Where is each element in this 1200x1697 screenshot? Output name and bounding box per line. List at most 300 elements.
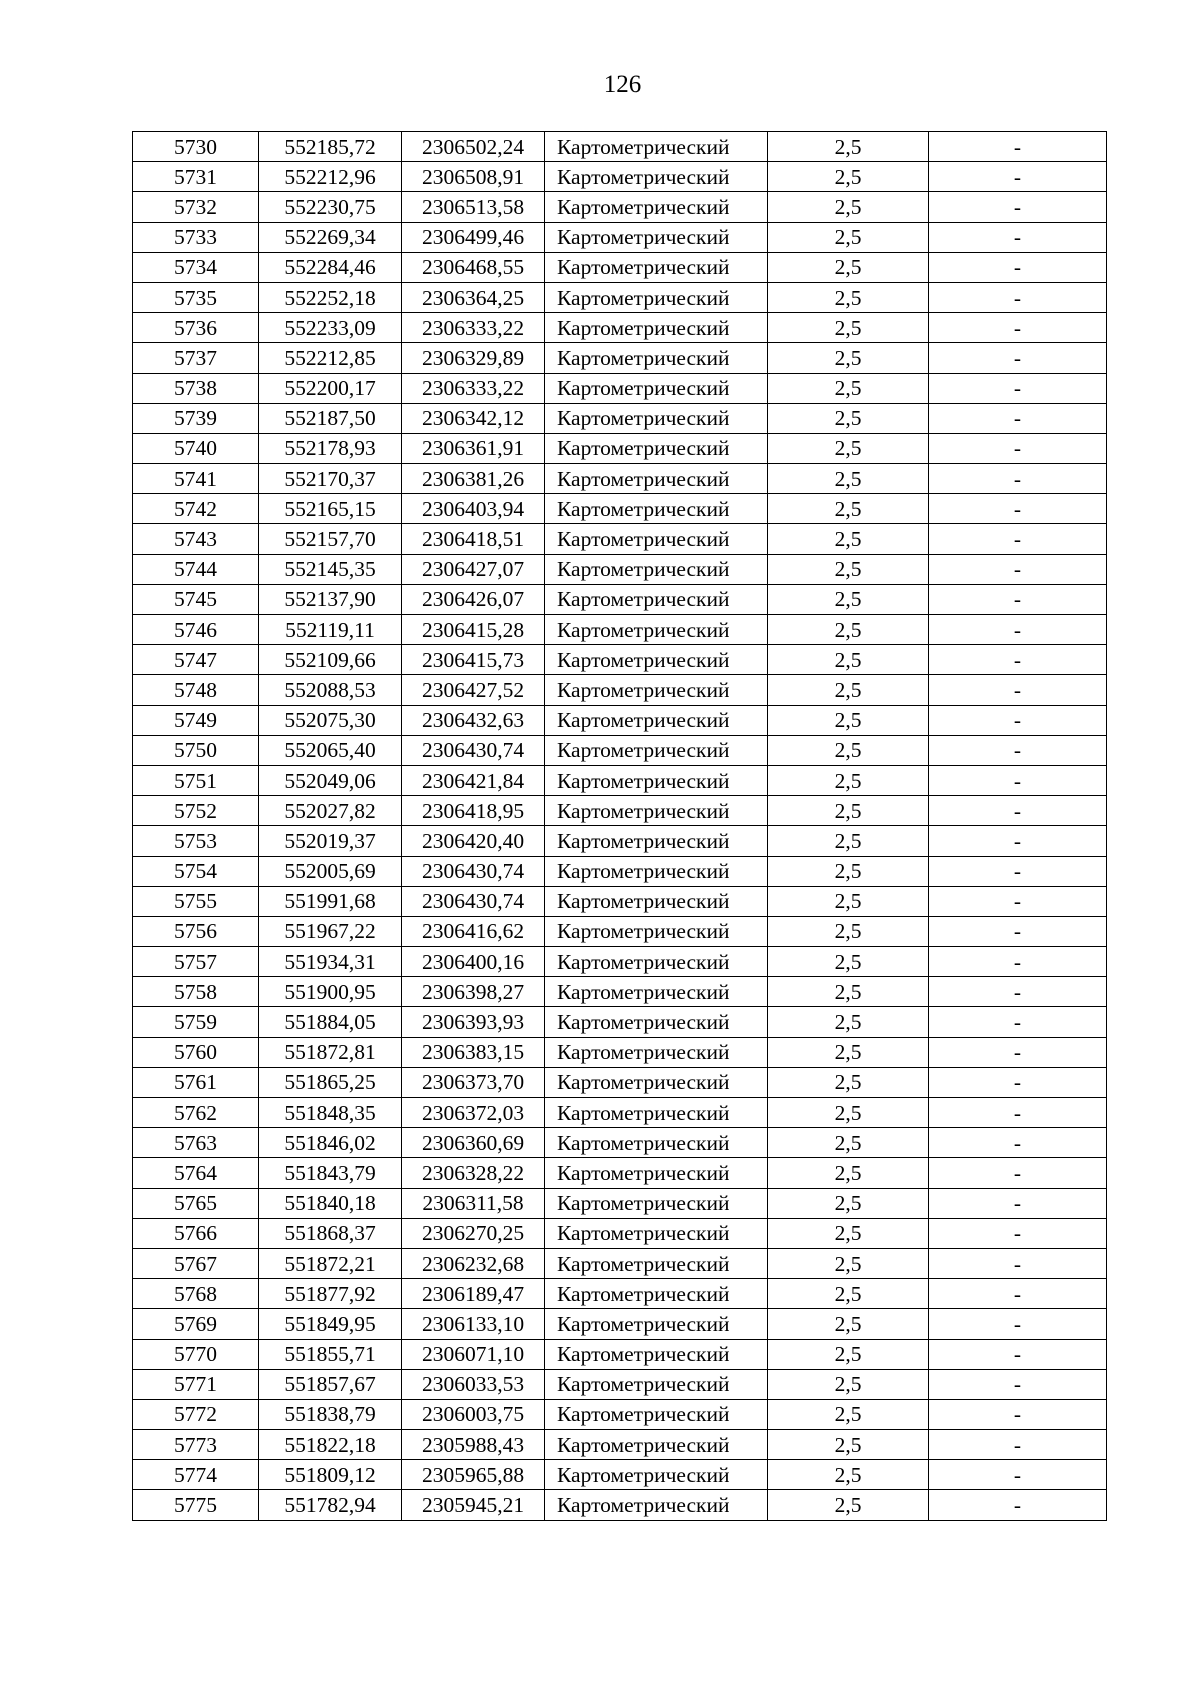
x-coordinate-cell: 551884,05 [259,1007,402,1037]
method-cell: Картометрический [545,675,768,705]
table-row [133,886,1107,916]
point-number-cell: 5749 [133,705,259,735]
x-coordinate-cell: 552212,85 [259,343,402,373]
x-coordinate-cell: 552088,53 [259,675,402,705]
note-cell: - [929,403,1107,433]
accuracy-cell: 2,5 [768,796,929,826]
method-cell: Картометрический [545,826,768,856]
y-coordinate-cell: 2306311,58 [402,1188,545,1218]
table-row [133,1309,1107,1339]
y-coordinate-cell: 2306398,27 [402,977,545,1007]
method-cell: Картометрический [545,433,768,463]
y-coordinate-cell: 2306415,28 [402,615,545,645]
accuracy-cell: 2,5 [768,343,929,373]
x-coordinate-cell: 551991,68 [259,886,402,916]
table-row [133,1430,1107,1460]
note-cell: - [929,796,1107,826]
y-coordinate-cell: 2306432,63 [402,705,545,735]
accuracy-cell: 2,5 [768,1067,929,1097]
method-cell: Картометрический [545,524,768,554]
method-cell: Картометрический [545,222,768,252]
table-row [133,192,1107,222]
table-row [133,313,1107,343]
table-row [133,403,1107,433]
point-number-cell: 5740 [133,433,259,463]
x-coordinate-cell: 551838,79 [259,1399,402,1429]
x-coordinate-cell: 552119,11 [259,615,402,645]
point-number-cell: 5752 [133,796,259,826]
method-cell: Картометрический [545,192,768,222]
point-number-cell: 5747 [133,645,259,675]
point-number-cell: 5766 [133,1218,259,1248]
table-row [133,132,1107,162]
point-number-cell: 5767 [133,1248,259,1278]
point-number-cell: 5744 [133,554,259,584]
method-cell: Картометрический [545,1158,768,1188]
y-coordinate-cell: 2306270,25 [402,1218,545,1248]
method-cell: Картометрический [545,343,768,373]
point-number-cell: 5750 [133,735,259,765]
note-cell: - [929,282,1107,312]
note-cell: - [929,1460,1107,1490]
point-number-cell: 5761 [133,1067,259,1097]
table-row [133,856,1107,886]
point-number-cell: 5742 [133,494,259,524]
note-cell: - [929,1007,1107,1037]
table-row [133,222,1107,252]
note-cell: - [929,1248,1107,1278]
method-cell: Картометрический [545,373,768,403]
x-coordinate-cell: 551855,71 [259,1339,402,1369]
method-cell: Картометрический [545,1067,768,1097]
x-coordinate-cell: 551934,31 [259,947,402,977]
point-number-cell: 5775 [133,1490,259,1520]
point-number-cell: 5734 [133,252,259,282]
table-row [133,1248,1107,1278]
point-number-cell: 5755 [133,886,259,916]
y-coordinate-cell: 2305988,43 [402,1430,545,1460]
point-number-cell: 5773 [133,1430,259,1460]
y-coordinate-cell: 2306403,94 [402,494,545,524]
note-cell: - [929,1128,1107,1158]
method-cell: Картометрический [545,1309,768,1339]
y-coordinate-cell: 2306342,12 [402,403,545,433]
accuracy-cell: 2,5 [768,464,929,494]
table-row [133,464,1107,494]
y-coordinate-cell: 2306499,46 [402,222,545,252]
x-coordinate-cell: 551848,35 [259,1098,402,1128]
point-number-cell: 5741 [133,464,259,494]
point-number-cell: 5757 [133,947,259,977]
table-row [133,826,1107,856]
x-coordinate-cell: 551872,21 [259,1248,402,1278]
method-cell: Картометрический [545,947,768,977]
table-row [133,615,1107,645]
accuracy-cell: 2,5 [768,524,929,554]
table-row [133,1067,1107,1097]
accuracy-cell: 2,5 [768,554,929,584]
note-cell: - [929,977,1107,1007]
table-row [133,1007,1107,1037]
table-row [133,1128,1107,1158]
accuracy-cell: 2,5 [768,1279,929,1309]
accuracy-cell: 2,5 [768,947,929,977]
x-coordinate-cell: 551849,95 [259,1309,402,1339]
y-coordinate-cell: 2306381,26 [402,464,545,494]
method-cell: Картометрический [545,1248,768,1278]
note-cell: - [929,675,1107,705]
method-cell: Картометрический [545,796,768,826]
note-cell: - [929,343,1107,373]
method-cell: Картометрический [545,1399,768,1429]
note-cell: - [929,1369,1107,1399]
accuracy-cell: 2,5 [768,1430,929,1460]
accuracy-cell: 2,5 [768,1128,929,1158]
note-cell: - [929,615,1107,645]
accuracy-cell: 2,5 [768,735,929,765]
method-cell: Картометрический [545,1369,768,1399]
note-cell: - [929,222,1107,252]
accuracy-cell: 2,5 [768,584,929,614]
table-row [133,645,1107,675]
accuracy-cell: 2,5 [768,1037,929,1067]
x-coordinate-cell: 552233,09 [259,313,402,343]
accuracy-cell: 2,5 [768,1158,929,1188]
x-coordinate-cell: 552200,17 [259,373,402,403]
accuracy-cell: 2,5 [768,1007,929,1037]
x-coordinate-cell: 552269,34 [259,222,402,252]
note-cell: - [929,765,1107,795]
x-coordinate-cell: 552165,15 [259,494,402,524]
method-cell: Картометрический [545,1128,768,1158]
note-cell: - [929,464,1107,494]
note-cell: - [929,584,1107,614]
point-number-cell: 5756 [133,916,259,946]
x-coordinate-cell: 552284,46 [259,252,402,282]
x-coordinate-cell: 551843,79 [259,1158,402,1188]
y-coordinate-cell: 2306468,55 [402,252,545,282]
y-coordinate-cell: 2306383,15 [402,1037,545,1067]
table-row [133,1037,1107,1067]
accuracy-cell: 2,5 [768,856,929,886]
x-coordinate-cell: 551846,02 [259,1128,402,1158]
note-cell: - [929,1158,1107,1188]
accuracy-cell: 2,5 [768,886,929,916]
method-cell: Картометрический [545,916,768,946]
y-coordinate-cell: 2306372,03 [402,1098,545,1128]
accuracy-cell: 2,5 [768,1218,929,1248]
table-row [133,705,1107,735]
x-coordinate-cell: 552027,82 [259,796,402,826]
x-coordinate-cell: 551868,37 [259,1218,402,1248]
point-number-cell: 5774 [133,1460,259,1490]
y-coordinate-cell: 2306400,16 [402,947,545,977]
method-cell: Картометрический [545,252,768,282]
y-coordinate-cell: 2306416,62 [402,916,545,946]
table-row [133,916,1107,946]
point-number-cell: 5762 [133,1098,259,1128]
x-coordinate-cell: 551809,12 [259,1460,402,1490]
x-coordinate-cell: 552178,93 [259,433,402,463]
method-cell: Картометрический [545,1098,768,1128]
accuracy-cell: 2,5 [768,373,929,403]
note-cell: - [929,1037,1107,1067]
point-number-cell: 5732 [133,192,259,222]
method-cell: Картометрический [545,494,768,524]
accuracy-cell: 2,5 [768,252,929,282]
table-row [133,494,1107,524]
table-row [133,735,1107,765]
method-cell: Картометрический [545,1430,768,1460]
accuracy-cell: 2,5 [768,192,929,222]
x-coordinate-cell: 552075,30 [259,705,402,735]
table-row [133,765,1107,795]
method-cell: Картометрический [545,886,768,916]
note-cell: - [929,433,1107,463]
table-row [133,282,1107,312]
y-coordinate-cell: 2306328,22 [402,1158,545,1188]
point-number-cell: 5746 [133,615,259,645]
accuracy-cell: 2,5 [768,645,929,675]
method-cell: Картометрический [545,1279,768,1309]
table-row [133,1460,1107,1490]
y-coordinate-cell: 2306430,74 [402,856,545,886]
point-number-cell: 5745 [133,584,259,614]
note-cell: - [929,1188,1107,1218]
note-cell: - [929,705,1107,735]
method-cell: Картометрический [545,464,768,494]
accuracy-cell: 2,5 [768,1460,929,1490]
note-cell: - [929,1067,1107,1097]
table-row [133,977,1107,1007]
point-number-cell: 5737 [133,343,259,373]
x-coordinate-cell: 552049,06 [259,765,402,795]
note-cell: - [929,826,1107,856]
accuracy-cell: 2,5 [768,403,929,433]
y-coordinate-cell: 2306427,52 [402,675,545,705]
y-coordinate-cell: 2306418,95 [402,796,545,826]
note-cell: - [929,886,1107,916]
point-number-cell: 5764 [133,1158,259,1188]
x-coordinate-cell: 552157,70 [259,524,402,554]
y-coordinate-cell: 2306329,89 [402,343,545,373]
table-row [133,1218,1107,1248]
table-row [133,524,1107,554]
note-cell: - [929,313,1107,343]
table-row [133,947,1107,977]
method-cell: Картометрический [545,584,768,614]
note-cell: - [929,132,1107,162]
y-coordinate-cell: 2306189,47 [402,1279,545,1309]
point-number-cell: 5765 [133,1188,259,1218]
note-cell: - [929,162,1107,192]
y-coordinate-cell: 2306333,22 [402,313,545,343]
point-number-cell: 5751 [133,765,259,795]
y-coordinate-cell: 2306502,24 [402,132,545,162]
point-number-cell: 5731 [133,162,259,192]
point-number-cell: 5753 [133,826,259,856]
x-coordinate-cell: 552170,37 [259,464,402,494]
method-cell: Картометрический [545,765,768,795]
accuracy-cell: 2,5 [768,1098,929,1128]
table-row [133,1188,1107,1218]
accuracy-cell: 2,5 [768,615,929,645]
accuracy-cell: 2,5 [768,1188,929,1218]
note-cell: - [929,856,1107,886]
page-number: 126 [603,71,642,98]
accuracy-cell: 2,5 [768,313,929,343]
accuracy-cell: 2,5 [768,826,929,856]
table-row [133,1399,1107,1429]
note-cell: - [929,1218,1107,1248]
method-cell: Картометрический [545,615,768,645]
method-cell: Картометрический [545,1339,768,1369]
table-row [133,373,1107,403]
y-coordinate-cell: 2306033,53 [402,1369,545,1399]
note-cell: - [929,1430,1107,1460]
accuracy-cell: 2,5 [768,916,929,946]
y-coordinate-cell: 2306071,10 [402,1339,545,1369]
point-number-cell: 5770 [133,1339,259,1369]
method-cell: Картометрический [545,403,768,433]
y-coordinate-cell: 2306364,25 [402,282,545,312]
y-coordinate-cell: 2306426,07 [402,584,545,614]
method-cell: Картометрический [545,856,768,886]
x-coordinate-cell: 552230,75 [259,192,402,222]
note-cell: - [929,494,1107,524]
x-coordinate-cell: 552109,66 [259,645,402,675]
y-coordinate-cell: 2305965,88 [402,1460,545,1490]
x-coordinate-cell: 552145,35 [259,554,402,584]
method-cell: Картометрический [545,645,768,675]
table-row [133,796,1107,826]
x-coordinate-cell: 551900,95 [259,977,402,1007]
y-coordinate-cell: 2306421,84 [402,765,545,795]
x-coordinate-cell: 551877,92 [259,1279,402,1309]
table-row [133,252,1107,282]
note-cell: - [929,947,1107,977]
accuracy-cell: 2,5 [768,1490,929,1520]
accuracy-cell: 2,5 [768,282,929,312]
x-coordinate-cell: 552065,40 [259,735,402,765]
table-row [133,1158,1107,1188]
accuracy-cell: 2,5 [768,1369,929,1399]
y-coordinate-cell: 2306361,91 [402,433,545,463]
y-coordinate-cell: 2305945,21 [402,1490,545,1520]
point-number-cell: 5736 [133,313,259,343]
accuracy-cell: 2,5 [768,132,929,162]
note-cell: - [929,252,1107,282]
point-number-cell: 5758 [133,977,259,1007]
point-number-cell: 5768 [133,1279,259,1309]
point-number-cell: 5771 [133,1369,259,1399]
point-number-cell: 5769 [133,1309,259,1339]
point-number-cell: 5760 [133,1037,259,1067]
x-coordinate-cell: 552005,69 [259,856,402,886]
method-cell: Картометрический [545,977,768,1007]
x-coordinate-cell: 552019,37 [259,826,402,856]
accuracy-cell: 2,5 [768,433,929,463]
y-coordinate-cell: 2306133,10 [402,1309,545,1339]
note-cell: - [929,1279,1107,1309]
note-cell: - [929,524,1107,554]
point-number-cell: 5748 [133,675,259,705]
table-row [133,1098,1107,1128]
note-cell: - [929,1490,1107,1520]
method-cell: Картометрический [545,554,768,584]
y-coordinate-cell: 2306430,74 [402,735,545,765]
x-coordinate-cell: 551967,22 [259,916,402,946]
method-cell: Картометрический [545,1188,768,1218]
method-cell: Картометрический [545,735,768,765]
y-coordinate-cell: 2306373,70 [402,1067,545,1097]
y-coordinate-cell: 2306360,69 [402,1128,545,1158]
x-coordinate-cell: 552212,96 [259,162,402,192]
point-number-cell: 5763 [133,1128,259,1158]
table-body [133,132,1107,1521]
method-cell: Картометрический [545,1007,768,1037]
method-cell: Картометрический [545,705,768,735]
method-cell: Картометрический [545,313,768,343]
x-coordinate-cell: 552137,90 [259,584,402,614]
accuracy-cell: 2,5 [768,705,929,735]
y-coordinate-cell: 2306393,93 [402,1007,545,1037]
point-number-cell: 5759 [133,1007,259,1037]
note-cell: - [929,735,1107,765]
table-row [133,1490,1107,1520]
note-cell: - [929,192,1107,222]
method-cell: Картометрический [545,132,768,162]
accuracy-cell: 2,5 [768,1399,929,1429]
table-row [133,1339,1107,1369]
point-number-cell: 5735 [133,282,259,312]
method-cell: Картометрический [545,1037,768,1067]
method-cell: Картометрический [545,282,768,312]
accuracy-cell: 2,5 [768,977,929,1007]
note-cell: - [929,1399,1107,1429]
y-coordinate-cell: 2306513,58 [402,192,545,222]
note-cell: - [929,916,1107,946]
method-cell: Картометрический [545,1218,768,1248]
table-row [133,162,1107,192]
point-number-cell: 5739 [133,403,259,433]
note-cell: - [929,554,1107,584]
accuracy-cell: 2,5 [768,162,929,192]
note-cell: - [929,645,1107,675]
table-row [133,584,1107,614]
accuracy-cell: 2,5 [768,494,929,524]
x-coordinate-cell: 551865,25 [259,1067,402,1097]
x-coordinate-cell: 551840,18 [259,1188,402,1218]
point-number-cell: 5730 [133,132,259,162]
y-coordinate-cell: 2306420,40 [402,826,545,856]
accuracy-cell: 2,5 [768,1248,929,1278]
point-number-cell: 5754 [133,856,259,886]
point-number-cell: 5733 [133,222,259,252]
method-cell: Картометрический [545,162,768,192]
accuracy-cell: 2,5 [768,765,929,795]
note-cell: - [929,1339,1107,1369]
accuracy-cell: 2,5 [768,222,929,252]
note-cell: - [929,1098,1107,1128]
point-number-cell: 5738 [133,373,259,403]
y-coordinate-cell: 2306415,73 [402,645,545,675]
point-number-cell: 5772 [133,1399,259,1429]
method-cell: Картометрический [545,1490,768,1520]
y-coordinate-cell: 2306508,91 [402,162,545,192]
table-row [133,1369,1107,1399]
x-coordinate-cell: 552187,50 [259,403,402,433]
